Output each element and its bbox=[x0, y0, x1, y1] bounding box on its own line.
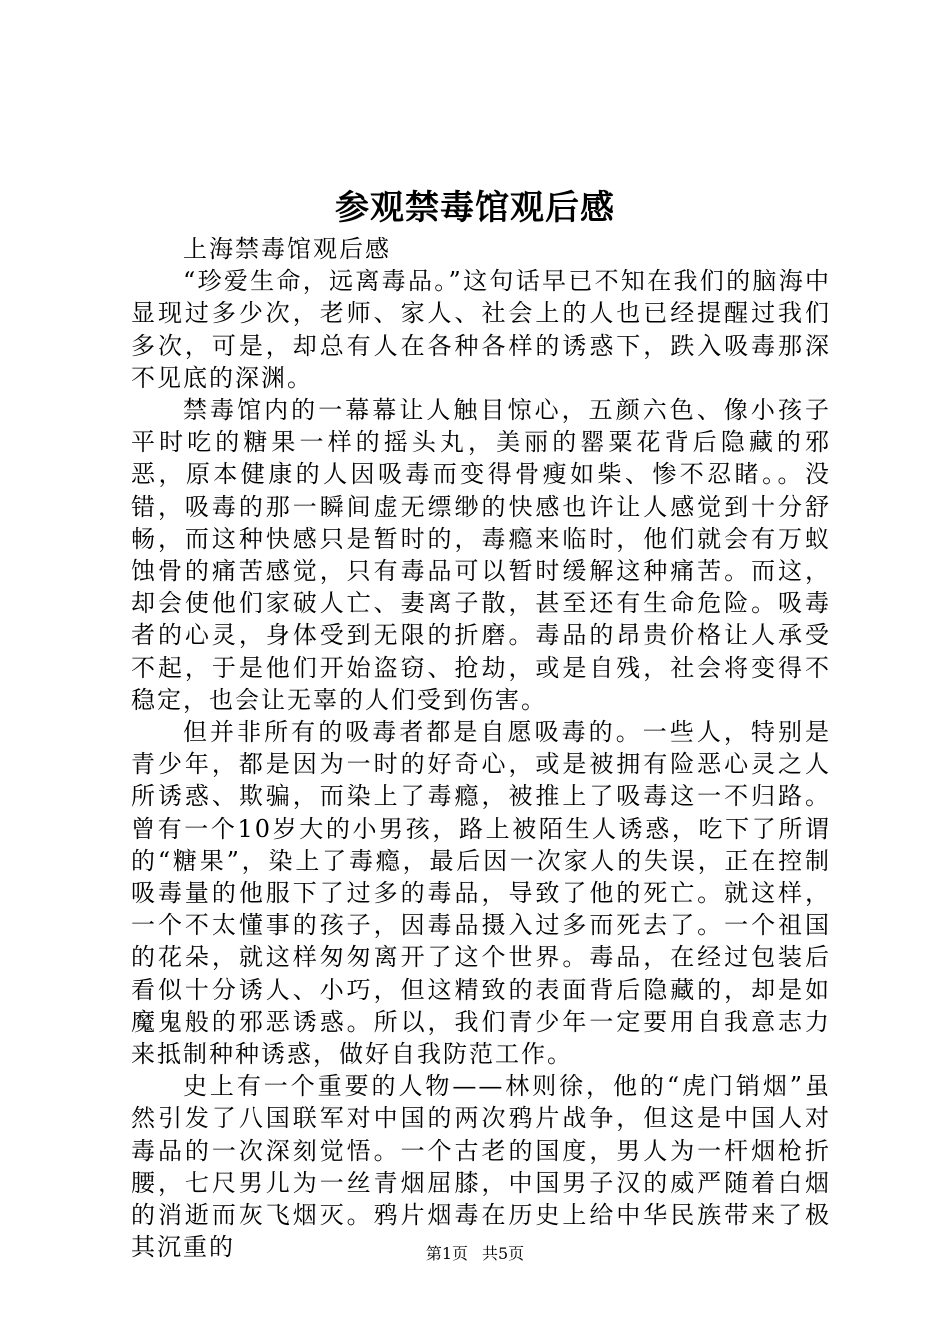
paragraph-subtitle: 上海禁毒馆观后感 bbox=[183, 235, 391, 263]
paragraph: “珍爱生命，远离毒品。”这句话早已不知在我们的脑海中显现过多少次，老师、家人、社会上的人也已经提醒过我们多次，可是，却总有人在各种各样的诱惑下，跌入吸毒那深不见底的深渊。 bbox=[131, 267, 831, 392]
paragraph: 史上有一个重要的人物——林则徐，他的“虎门销烟”虽然引发了八国联军对中国的两次鸦片战争，但这是中国人对毒品的一次深刻觉悟。一个古老的国度，男人为一杆烟枪折腰，七尺男儿为一丝青烟屈膝，中国男子汉的威严随着白烟的消逝而灰飞烟灭。鸦片烟毒在历史上给中华民族带来了极其沉重的 bbox=[131, 1072, 831, 1262]
document-body bbox=[131, 233, 831, 1264]
page-footer bbox=[0, 1244, 950, 1264]
page-total: 共5页 bbox=[482, 1244, 525, 1263]
page-number: 第1页 bbox=[425, 1244, 468, 1263]
document-title: 参观禁毒馆观后感 bbox=[335, 188, 615, 228]
paragraph: 禁毒馆内的一幕幕让人触目惊心，五颜六色、像小孩子平时吃的糖果一样的摇头丸，美丽的罂粟花背后隐藏的邪恶，原本健康的人因吸毒而变得骨瘦如柴、惨不忍睹。。没错，吸毒的那一瞬间虚无缥缈的快感也许让人感觉到十分舒畅，而这种快感只是暂时的，毒瘾来临时，他们就会有万蚁蚀骨的痛苦感觉，只有毒品可以暂时缓解这种痛苦。而这，却会使他们家破人亡、妻离子散，甚至还有生命危险。吸毒者的心灵，身体受到无限的折磨。毒品的昂贵价格让人承受不起，于是他们开始盗窃、抢劫，或是自残，社会将变得不稳定，也会让无辜的人们受到伤害。 bbox=[131, 396, 831, 714]
paragraph: 但并非所有的吸毒者都是自愿吸毒的。一些人，特别是青少年，都是因为一时的好奇心，或是被拥有险恶心灵之人所诱惑、欺骗，而染上了毒瘾，被推上了吸毒这一不归路。曾有一个10岁大的小男孩，路上被陌生人诱惑，吃下了所谓的“糖果”，染上了毒瘾，最后因一次家人的失误，正在控制吸毒量的他服下了过多的毒品，导致了他的死亡。就这样，一个不太懂事的孩子，因毒品摄入过多而死去了。一个祖国的花朵，就这样匆匆离开了这个世界。毒品，在经过包装后看似十分诱人、小巧，但这精致的表面背后隐藏的，却是如魔鬼般的邪恶诱惑。所以，我们青少年一定要用自我意志力来抵制种种诱惑，做好自我防范工作。 bbox=[131, 718, 831, 1069]
